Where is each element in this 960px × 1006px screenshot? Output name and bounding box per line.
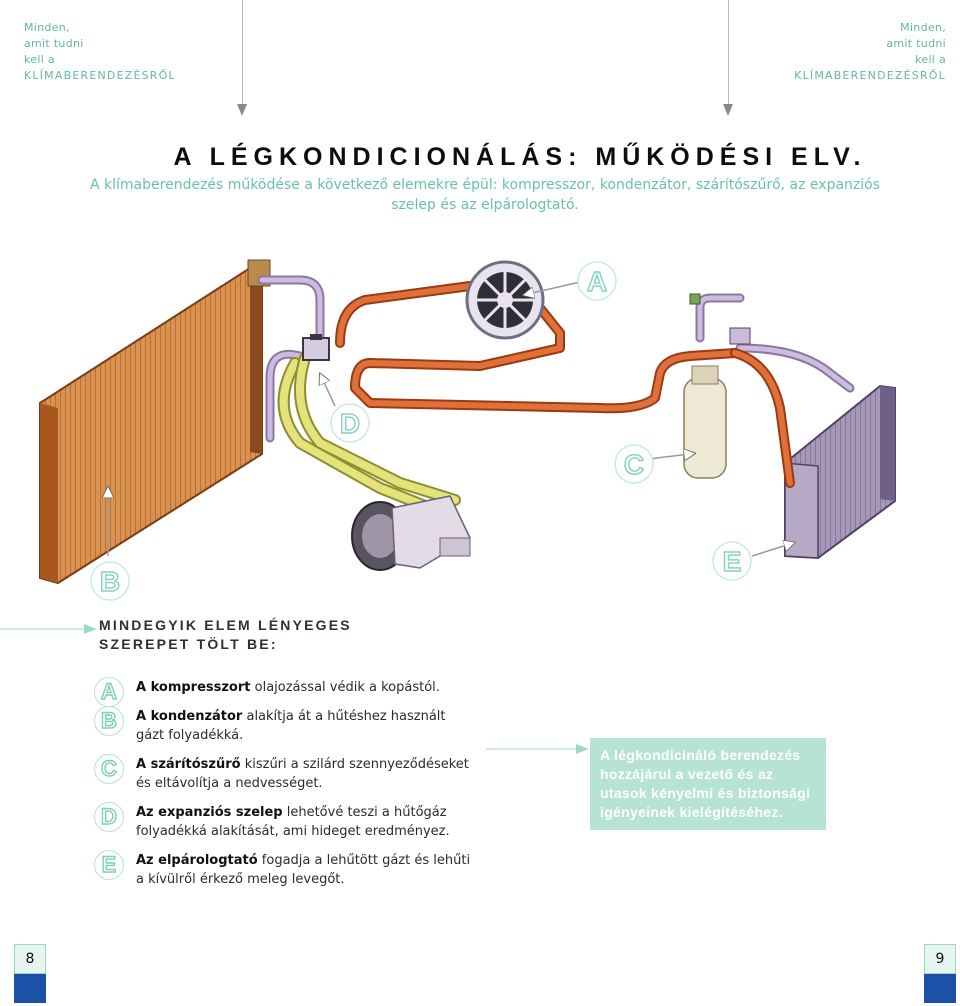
item-text: alakítja át a hűtéshez használt gázt folyadékká. [136, 709, 446, 743]
header-left [24, 20, 176, 84]
diagram-label-d: D [339, 408, 361, 439]
page-number-value: 8 [14, 944, 46, 974]
header-right-line: KLÍMABERENDEZÉSRŐL [794, 69, 946, 82]
page-number-right [924, 944, 956, 1003]
ac-system-diagram [0, 238, 960, 608]
diagram-label-c: C [623, 449, 645, 480]
evaporator-icon [785, 386, 895, 558]
header-right-line: amit tudni [886, 37, 946, 50]
item-term: A kondenzátor [136, 709, 243, 724]
header-left-line: Minden, [24, 21, 70, 34]
component-list [94, 678, 474, 889]
note-arrow-icon [486, 743, 592, 755]
page-subtitle: A klímaberendezés működése a következő elemekre épül: kompresszor, kondenzátor, szárítószűrő, az expanziós szelep és az elpárologtató. [90, 177, 881, 213]
compressor-icon [352, 496, 470, 570]
item-term: A szárítószűrő [136, 757, 241, 772]
list-item [94, 678, 474, 704]
letter-d-icon: D [94, 802, 124, 832]
summary-note: A légkondicináló berendezés hozzájárul a vezető és az utasok kényelmi és biztonsági igényeinek kielégítéséhez. [590, 738, 826, 830]
header-left-line: KLÍMABERENDEZÉSRŐL [24, 69, 176, 82]
receiver-drier-icon [684, 294, 750, 478]
condenser-icon [40, 260, 270, 583]
compressor-pulley-icon [467, 262, 543, 338]
diagram-label-a: A [586, 266, 608, 297]
page-number-left [14, 944, 46, 1003]
header-right-line: Minden, [900, 21, 946, 34]
page-tab [924, 974, 956, 1003]
header-left-line: kell a [24, 53, 55, 66]
header-right [794, 20, 946, 84]
diagram-label-e: E [722, 546, 742, 577]
list-item [94, 755, 474, 793]
divider-arrow-left [242, 0, 243, 104]
divider-arrow-right [728, 0, 729, 104]
section-arrow-icon [0, 624, 100, 634]
section-heading-line: SZEREPET TÖLT BE: [99, 636, 278, 652]
section-heading-line: MINDEGYIK ELEM LÉNYEGES [99, 617, 352, 633]
section-heading [99, 616, 352, 654]
item-text: olajozással védik a kopástól. [250, 680, 440, 695]
item-term: A kompresszort [136, 680, 251, 695]
list-item [94, 803, 474, 841]
diagram-label-b: B [99, 566, 121, 597]
item-text: lehetővé teszi a hűtőgáz folyadékká alakítását, ami hideget eredményez. [136, 805, 450, 839]
page-title: A LÉGKONDICIONÁLÁS: MŰKÖDÉSI ELV. [173, 143, 867, 171]
page-tab [14, 974, 46, 1003]
letter-e-icon: E [94, 850, 124, 880]
header-right-line: kell a [915, 53, 946, 66]
letter-a-icon: A [94, 677, 124, 707]
list-item [94, 851, 474, 889]
item-term: Az elpárologtató [136, 853, 258, 868]
item-text: fogadja a lehűtött gázt és lehűti a kívülről érkező meleg levegőt. [136, 853, 471, 887]
letter-c-icon: C [94, 754, 124, 784]
expansion-valve-icon [303, 334, 329, 360]
list-item [94, 707, 474, 745]
page-number-value: 9 [924, 944, 956, 974]
letter-b-icon: B [94, 706, 124, 736]
item-term: Az expanziós szelep [136, 805, 283, 820]
item-text: kiszűri a szilárd szennyeződéseket és eltávolítja a nedvességet. [136, 757, 469, 791]
header-left-line: amit tudni [24, 37, 84, 50]
